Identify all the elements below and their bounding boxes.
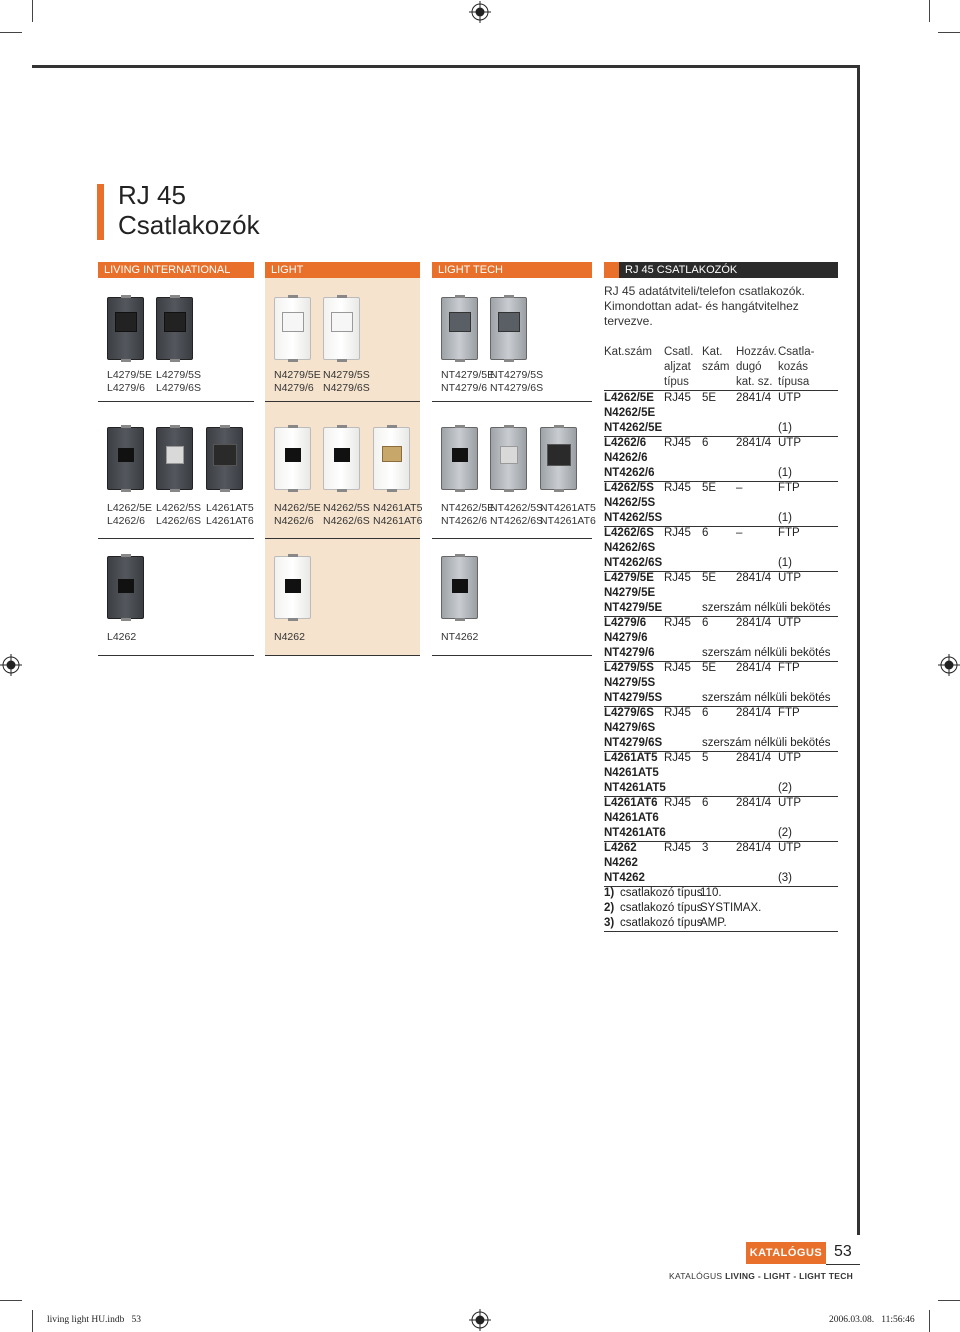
cell-catalog-number: N4279/5S: [604, 677, 656, 689]
table-row: [604, 601, 838, 617]
table-header-socket-type: Csatl. aljzat típus: [664, 346, 694, 388]
registration-mark-icon: [0, 654, 22, 676]
cell-connection: UTP: [778, 797, 801, 809]
product-code: L4279/5S L4279/6S: [156, 369, 201, 394]
catalog-subtitle-lines: LIVING - LIGHT - LIGHT TECH: [725, 1271, 854, 1281]
table-row: [604, 646, 838, 662]
cell-socket-type: RJ45: [664, 662, 691, 674]
cell-catalog-number: NT4261AT5: [604, 782, 666, 794]
cell-plug: 2841/4: [736, 797, 772, 809]
cell-cat-number: 5E: [702, 662, 717, 674]
cell-catalog-number: N4261AT6: [604, 812, 659, 824]
row-divider: [98, 538, 254, 539]
table-row: [604, 856, 838, 871]
table-row: [604, 571, 838, 586]
product-code: NT4262: [441, 631, 479, 643]
rj45-header-accent: [604, 262, 619, 278]
product-code: NT4279/5S NT4279/6S: [490, 369, 544, 394]
product-module-image: [323, 297, 360, 360]
product-code: N4262/5S N4262/6S: [323, 502, 370, 527]
page-frame-right: [857, 65, 860, 1235]
table-row: [604, 631, 838, 646]
page-number-underline: [826, 1264, 860, 1265]
note-text: csatlakozó típus: [620, 887, 703, 899]
crop-mark: [32, 1310, 33, 1332]
table-row: [604, 676, 838, 691]
title-line1: RJ 45: [118, 180, 186, 210]
table-row: [604, 826, 838, 842]
cell-connection: FTP: [778, 527, 800, 539]
table-row: [604, 436, 838, 451]
product-module-image: [107, 427, 144, 490]
table-row: [604, 871, 838, 887]
note-number: 2): [604, 902, 615, 914]
product-module-image: [323, 427, 360, 490]
cell-cat-number: szerszám nélküli bekötés: [702, 602, 831, 614]
table-row: [604, 796, 838, 811]
cell-plug: –: [736, 527, 743, 539]
cell-connection: UTP: [778, 572, 801, 584]
cell-cat-number: 3: [702, 842, 709, 854]
table-row: [604, 496, 838, 511]
cell-catalog-number: N4262: [604, 857, 638, 869]
cell-catalog-number: N4279/6S: [604, 722, 656, 734]
product-code: N4261AT5 N4261AT6: [373, 502, 423, 527]
table-header-cat-number: Kat. szám: [702, 346, 730, 373]
product-code: N4279/5S N4279/6S: [323, 369, 370, 394]
product-module-image: [206, 427, 243, 490]
cell-connection: FTP: [778, 662, 800, 674]
table-row: [604, 721, 838, 736]
cell-plug: 2841/4: [736, 842, 772, 854]
cell-catalog-number: NT4279/6S: [604, 737, 663, 749]
section-header-rj45: RJ 45 CSATLAKOZÓK: [619, 262, 838, 278]
page-frame-top: [32, 65, 860, 68]
section-header-light: LIGHT: [265, 262, 420, 278]
cell-catalog-number: L4262/6S: [604, 527, 654, 539]
product-module-image: [490, 297, 527, 360]
product-module-image: [441, 297, 478, 360]
table-row: [604, 526, 838, 541]
cell-connection: FTP: [778, 482, 800, 494]
cell-cat-number: szerszám nélküli bekötés: [702, 737, 831, 749]
cell-cat-number: szerszám nélküli bekötés: [702, 692, 831, 704]
cell-catalog-number: NT4279/6: [604, 647, 655, 659]
table-row: [604, 541, 838, 556]
print-slug-date: 2006.03.08. 11:56:46: [829, 1315, 915, 1325]
cell-catalog-number: NT4261AT6: [604, 827, 666, 839]
crop-mark: [938, 32, 960, 33]
cell-connection: (1): [777, 557, 792, 569]
cell-catalog-number: NT4262/5S: [604, 512, 663, 524]
row-divider: [432, 401, 592, 402]
table-row: [604, 391, 838, 406]
product-module-image: [156, 297, 193, 360]
cell-plug: 2841/4: [736, 572, 772, 584]
cell-socket-type: RJ45: [664, 707, 691, 719]
cell-catalog-number: N4262/6S: [604, 542, 656, 554]
table-row: [604, 661, 838, 676]
table-row: [604, 766, 838, 781]
cell-cat-number: 6: [702, 707, 709, 719]
table-row: [604, 751, 838, 766]
cell-catalog-number: NT4262/6: [604, 467, 655, 479]
cell-cat-number: 5: [702, 752, 709, 764]
section-description: RJ 45 adatátviteli/telefon csatlakozók. Kimondottan adat- és hangátvitelhez tervezve.: [604, 284, 805, 328]
crop-mark: [938, 1300, 960, 1301]
cell-catalog-number: L4262/5S: [604, 482, 654, 494]
row-divider: [98, 401, 254, 402]
cell-cat-number: 6: [702, 437, 709, 449]
note-number: 3): [604, 917, 615, 929]
table-row: [604, 586, 838, 601]
cell-catalog-number: L4262/5E: [604, 392, 654, 404]
product-code: L4262/5E L4262/6: [107, 502, 152, 527]
table-row: [604, 841, 838, 856]
crop-mark: [32, 0, 33, 22]
product-module-image: [274, 297, 311, 360]
cell-connection: (2): [777, 782, 792, 794]
registration-mark-icon: [469, 1, 491, 23]
note-number: 1): [604, 887, 615, 899]
crop-mark: [0, 1300, 22, 1301]
product-code: L4261AT5 L4261AT6: [206, 502, 254, 527]
cell-catalog-number: L4261AT6: [604, 797, 658, 809]
cell-catalog-number: NT4262/5E: [604, 422, 663, 434]
table-header-plug: Hozzáv. dugó kat. sz.: [736, 346, 777, 388]
row-divider: [265, 655, 420, 656]
cell-socket-type: RJ45: [664, 392, 691, 404]
catalog-label: KATALÓGUS: [746, 1242, 826, 1264]
note-row: [604, 916, 838, 932]
cell-connection: UTP: [778, 392, 801, 404]
note-value: AMP.: [700, 917, 727, 929]
cell-catalog-number: L4279/5E: [604, 572, 654, 584]
table-header-catalog: Kat.szám: [604, 346, 652, 358]
table-row: [604, 406, 838, 421]
product-code: N4279/5E N4279/6: [274, 369, 321, 394]
note-row: [604, 886, 838, 901]
title-accent-bar: [97, 184, 104, 240]
cell-socket-type: RJ45: [664, 572, 691, 584]
cell-connection: FTP: [778, 707, 800, 719]
table-row: [604, 466, 838, 482]
product-code: NT4261AT5 NT4261AT6: [540, 502, 596, 527]
cell-cat-number: 5E: [702, 392, 717, 404]
cell-catalog-number: L4262: [604, 842, 637, 854]
print-slug-file: living light HU.indb 53: [47, 1315, 141, 1325]
product-module-image: [107, 556, 144, 619]
cell-catalog-number: NT4262: [604, 872, 645, 884]
product-module-image: [441, 427, 478, 490]
cell-catalog-number: N4262/6: [604, 452, 648, 464]
cell-connection: (3): [777, 872, 792, 884]
table-row: [604, 811, 838, 826]
product-module-image: [490, 427, 527, 490]
cell-plug: 2841/4: [736, 662, 772, 674]
cell-socket-type: RJ45: [664, 527, 691, 539]
cell-socket-type: RJ45: [664, 797, 691, 809]
table-row: [604, 481, 838, 496]
page-number: 53: [834, 1243, 852, 1260]
cell-cat-number: 5E: [702, 482, 717, 494]
product-module-image: [441, 556, 478, 619]
cell-connection: (2): [777, 827, 792, 839]
cell-plug: 2841/4: [736, 437, 772, 449]
note-value: 110.: [700, 887, 722, 899]
cell-catalog-number: L4262/6: [604, 437, 647, 449]
cell-catalog-number: L4279/6: [604, 617, 647, 629]
cell-connection: UTP: [778, 752, 801, 764]
table-row: [604, 706, 838, 721]
table-row: [604, 421, 838, 437]
row-divider: [265, 401, 420, 402]
note-value: SYSTIMAX.: [700, 902, 762, 914]
section-header-living: LIVING INTERNATIONAL: [98, 262, 254, 278]
product-code: N4262: [274, 631, 305, 643]
cell-socket-type: RJ45: [664, 842, 691, 854]
cell-cat-number: 6: [702, 527, 709, 539]
product-code: L4262/5S L4262/6S: [156, 502, 201, 527]
catalog-subtitle-prefix: KATALÓGUS: [669, 1271, 723, 1281]
cell-catalog-number: N4279/6: [604, 632, 648, 644]
crop-mark: [0, 32, 22, 33]
title-line2: Csatlakozók: [118, 210, 260, 240]
crop-mark: [929, 1310, 930, 1332]
note-text: csatlakozó típus: [620, 917, 703, 929]
cell-connection: UTP: [778, 617, 801, 629]
cell-plug: –: [736, 482, 743, 494]
cell-catalog-number: NT4279/5S: [604, 692, 663, 704]
cell-connection: UTP: [778, 842, 801, 854]
cell-catalog-number: N4262/5S: [604, 497, 656, 509]
cell-cat-number: szerszám nélküli bekötés: [702, 647, 831, 659]
row-divider: [265, 538, 420, 539]
page-title: [118, 180, 260, 240]
row-divider: [432, 655, 592, 656]
cell-catalog-number: NT4279/5E: [604, 602, 663, 614]
cell-catalog-number: NT4262/6S: [604, 557, 663, 569]
section-header-lighttech: LIGHT TECH: [432, 262, 592, 278]
product-module-image: [156, 427, 193, 490]
note-text: csatlakozó típus: [620, 902, 703, 914]
cell-cat-number: 6: [702, 617, 709, 629]
product-code: L4279/5E L4279/6: [107, 369, 152, 394]
cell-connection: (1): [777, 467, 792, 479]
product-code: N4262/5E N4262/6: [274, 502, 321, 527]
cell-catalog-number: N4262/5E: [604, 407, 656, 419]
table-row: [604, 781, 838, 797]
cell-socket-type: RJ45: [664, 437, 691, 449]
cell-connection: UTP: [778, 437, 801, 449]
row-divider: [98, 655, 254, 656]
cell-socket-type: RJ45: [664, 752, 691, 764]
cell-socket-type: RJ45: [664, 482, 691, 494]
cell-plug: 2841/4: [736, 617, 772, 629]
cell-plug: 2841/4: [736, 707, 772, 719]
cell-catalog-number: N4261AT5: [604, 767, 659, 779]
cell-connection: (1): [777, 512, 792, 524]
table-row: [604, 511, 838, 527]
table-row: [604, 736, 838, 752]
product-module-image: [274, 556, 311, 619]
product-code: NT4262/5E NT4262/6: [441, 502, 495, 527]
cell-cat-number: 6: [702, 797, 709, 809]
table-header-connection: Csatla- kozás típusa: [778, 346, 815, 388]
catalog-subtitle: [669, 1271, 853, 1281]
table-row: [604, 691, 838, 707]
product-code: L4262: [107, 631, 137, 643]
table-row: [604, 616, 838, 631]
product-module-image: [274, 427, 311, 490]
note-row: [604, 901, 838, 916]
row-divider: [432, 538, 592, 539]
cell-connection: (1): [777, 422, 792, 434]
registration-mark-icon: [469, 1309, 491, 1331]
cell-catalog-number: L4279/6S: [604, 707, 654, 719]
cell-cat-number: 5E: [702, 572, 717, 584]
product-code: NT4279/5E NT4279/6: [441, 369, 495, 394]
crop-mark: [929, 0, 930, 22]
product-module-image: [107, 297, 144, 360]
registration-mark-icon: [938, 654, 960, 676]
cell-socket-type: RJ45: [664, 617, 691, 629]
table-row: [604, 556, 838, 572]
product-code: NT4262/5S NT4262/6S: [490, 502, 544, 527]
product-module-image: [540, 427, 577, 490]
product-module-image: [373, 427, 410, 490]
cell-plug: 2841/4: [736, 752, 772, 764]
cell-catalog-number: N4279/5E: [604, 587, 656, 599]
cell-plug: 2841/4: [736, 392, 772, 404]
cell-catalog-number: L4279/5S: [604, 662, 654, 674]
cell-catalog-number: L4261AT5: [604, 752, 658, 764]
table-row: [604, 451, 838, 466]
